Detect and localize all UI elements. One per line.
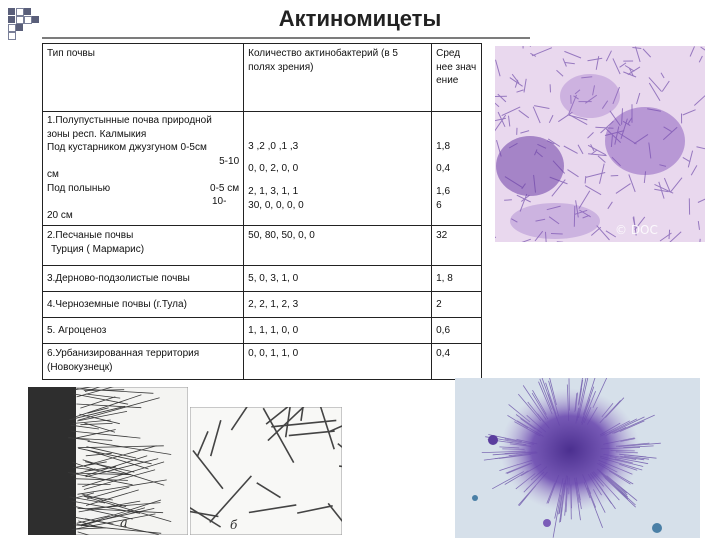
row1-mean: 6 xyxy=(436,199,442,211)
row6-soil-line: 6.Урбанизированная территория xyxy=(47,348,200,359)
row1-count: 2, 1, 3, 1, 1 xyxy=(248,186,299,197)
row2-soil-line: Турция ( Мармарис) xyxy=(51,243,145,255)
row2-soil xyxy=(43,226,244,266)
row2-soil-line: 2.Песчаные почвы xyxy=(47,230,134,241)
row1-means xyxy=(432,112,482,226)
micrograph-top-right xyxy=(495,46,705,242)
row6-soil-line: (Новокузнецк) xyxy=(47,361,113,373)
row1-mean: 1,6 xyxy=(436,186,451,197)
row1-counts xyxy=(244,112,432,226)
row4-counts: 2, 2, 1, 2, 3 xyxy=(244,292,432,318)
row4-soil: 4.Черноземные почвы (г.Тула) xyxy=(43,292,244,318)
sketch-label-b: б xyxy=(230,518,238,532)
row6-soil xyxy=(43,344,244,380)
row3-mean: 1, 8 xyxy=(432,266,482,292)
row5-counts: 1, 1, 1, 0, 0 xyxy=(244,318,432,344)
row5-soil: 5. Агроценоз xyxy=(43,318,244,344)
row3-counts: 5, 0, 3, 1, 0 xyxy=(244,266,432,292)
row2-mean: 32 xyxy=(432,226,482,266)
row1-soil-tail: 20 см xyxy=(47,209,73,221)
row1-soil-line: зоны респ. Калмыкия xyxy=(47,128,147,140)
row1-soil-depth: 5-10 xyxy=(219,155,240,167)
table-row xyxy=(43,112,482,226)
row1-wormwood xyxy=(47,182,239,196)
row2-counts: 50, 80, 50, 0, 0 xyxy=(244,226,432,266)
row6-mean: 0,4 xyxy=(432,344,482,380)
table-row xyxy=(43,292,482,318)
slide-title: Актиномицеты xyxy=(278,6,442,31)
sketch-right xyxy=(190,407,342,535)
sketch-label-a: a xyxy=(120,516,128,531)
row3-soil: 3.Дерново-подзолистые почвы xyxy=(43,266,244,292)
row1-count: 3 ,2 ,0 ,1 ,3 xyxy=(248,141,299,152)
table-row xyxy=(43,226,482,266)
table-row xyxy=(43,318,482,344)
title-rule xyxy=(42,37,530,39)
row1-wormwood-depth2: 10- xyxy=(212,196,227,207)
sketch-left xyxy=(28,387,188,535)
micrograph-bottom-right xyxy=(455,378,700,538)
row1-soil-line: см xyxy=(47,169,59,180)
row6-counts: 0, 0, 1, 1, 0 xyxy=(244,344,432,380)
row5-mean: 0,6 xyxy=(432,318,482,344)
row1-mean: 0,4 xyxy=(436,162,451,174)
table-row xyxy=(43,344,482,380)
row1-mean: 1,8 xyxy=(436,141,451,152)
soil-table xyxy=(42,43,482,380)
row1-wormwood-depth: 0-5 см xyxy=(210,182,240,194)
row1-wormwood-label: Под полынью xyxy=(47,182,111,194)
row1-soil-line: 1.Полупустынные почва природной xyxy=(47,115,212,126)
header-soil-type: Тип почвы xyxy=(43,44,244,112)
header-mean: Сред нее знач ение xyxy=(432,44,482,112)
row1-count: 30, 0, 0, 0, 0 xyxy=(248,199,304,211)
table-header-row xyxy=(43,44,482,112)
header-count: Количество актинобактерий (в 5 полях зрения) xyxy=(244,44,432,112)
row1-count: 0, 0, 2, 0, 0 xyxy=(248,162,299,174)
row4-mean: 2 xyxy=(432,292,482,318)
watermark-text: © DOC xyxy=(615,223,658,237)
row1-soil xyxy=(43,112,244,226)
row1-soil-line: Под кустарником джузгуном 0-5см xyxy=(47,142,207,153)
table-row xyxy=(43,266,482,292)
